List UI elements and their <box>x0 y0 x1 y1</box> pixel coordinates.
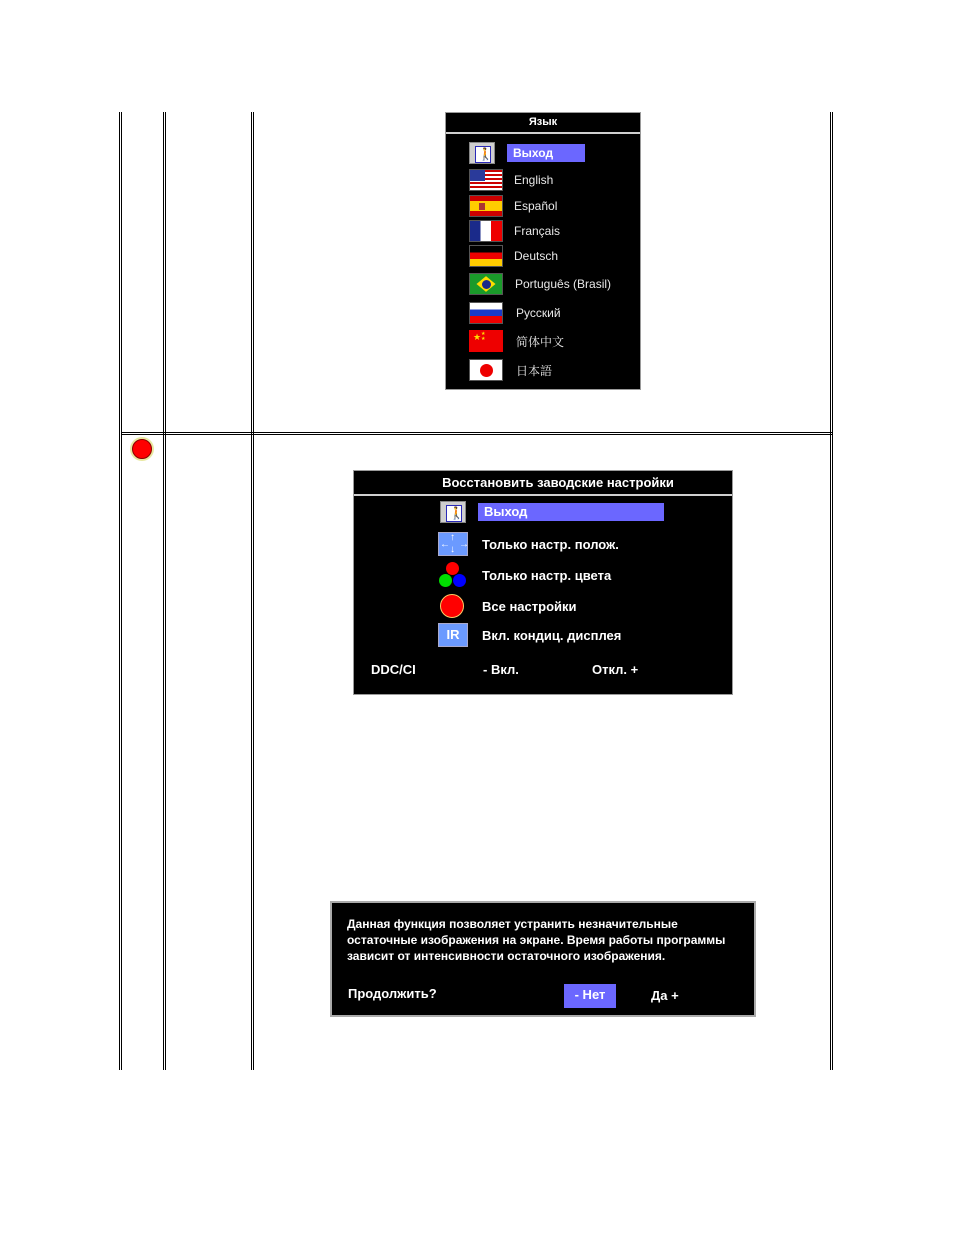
all-settings-red-icon <box>130 437 154 461</box>
reset-color-label: Только настр. цвета <box>482 567 612 583</box>
table-border-right-outer <box>832 112 833 1070</box>
title-divider <box>446 132 640 134</box>
yes-button[interactable]: Да + <box>651 988 679 1003</box>
germany-flag-icon <box>469 245 503 267</box>
language-item-label: Português (Brasil) <box>515 277 612 291</box>
language-item-label: Français <box>514 224 561 238</box>
reset-exit-label: Выход <box>478 503 664 521</box>
ddc-on-button[interactable]: - Вкл. <box>483 662 519 677</box>
dialog-message <box>347 916 725 964</box>
language-item-label: Русский <box>516 306 561 320</box>
reset-exit-row[interactable] <box>440 501 664 523</box>
ddc-off-button[interactable]: Откл. + <box>592 662 639 677</box>
table-border-left-outer <box>119 112 120 1070</box>
table-column-divider-2a <box>251 112 252 1070</box>
no-button[interactable]: - Нет <box>564 984 616 1008</box>
dialog-message-line: зависит от интенсивности остаточного изображения. <box>347 949 666 963</box>
france-flag-icon <box>469 220 503 242</box>
language-item-japanese[interactable] <box>469 359 552 381</box>
reset-position-label: Только настр. полож. <box>482 536 619 552</box>
factory-reset-menu <box>353 470 733 695</box>
reset-position-row[interactable] <box>438 532 619 556</box>
exit-icon: 🚶 <box>469 142 495 164</box>
reset-ir-row[interactable] <box>438 623 621 647</box>
ir-icon: IR <box>438 623 468 647</box>
table-row-divider-b <box>121 434 833 435</box>
language-exit-row[interactable] <box>469 142 585 164</box>
china-flag-icon: ★ ★ ★ <box>469 330 503 352</box>
language-item-deutsch[interactable] <box>469 245 558 267</box>
language-item-chinese[interactable] <box>469 330 564 352</box>
ddc-ci-label: DDC/CI <box>371 662 416 677</box>
language-item-espanol[interactable] <box>469 195 557 217</box>
language-item-russian[interactable] <box>469 302 561 324</box>
language-item-label: 日本語 <box>516 363 553 378</box>
reset-all-row[interactable] <box>438 593 577 619</box>
table-column-divider-2b <box>253 112 254 1070</box>
us-flag-icon <box>469 169 503 191</box>
reset-color-row[interactable] <box>438 562 611 588</box>
language-menu-title: Язык <box>528 116 558 128</box>
title-divider <box>354 494 732 496</box>
language-item-label: 简体中文 <box>516 334 565 349</box>
language-item-label: Español <box>514 199 558 213</box>
language-item-francais[interactable] <box>469 220 560 242</box>
table-column-divider-1b <box>165 112 166 1070</box>
brazil-flag-icon <box>469 273 503 295</box>
image-conditioning-dialog <box>330 901 756 1017</box>
dialog-question: Продолжить? <box>348 986 437 1001</box>
table-border-left-inner <box>121 112 122 1070</box>
table-border-right-inner <box>830 112 831 1070</box>
language-menu <box>445 112 641 390</box>
language-item-label: English <box>514 173 554 187</box>
dialog-message-line: остаточные изображения на экране. Время работы программы <box>347 933 726 947</box>
table-column-divider-1a <box>163 112 164 1070</box>
spain-flag-icon <box>469 195 503 217</box>
language-item-english[interactable] <box>469 169 553 191</box>
table-row-divider-a <box>121 432 833 433</box>
position-icon: ↑ ↓ ← → <box>440 532 469 555</box>
all-settings-icon <box>438 593 468 619</box>
reset-all-label: Все настройки <box>482 598 577 614</box>
japan-flag-icon <box>469 359 503 381</box>
reset-ir-label: Вкл. кондиц. дисплея <box>482 627 622 643</box>
exit-icon: 🚶 <box>440 501 466 523</box>
factory-reset-title: Восстановить заводские настройки <box>442 475 674 490</box>
dialog-message-line: Данная функция позволяет устранить незначительные <box>347 917 678 931</box>
russia-flag-icon <box>469 302 503 324</box>
language-item-label: Deutsch <box>514 249 559 263</box>
language-item-portugues[interactable] <box>469 273 611 295</box>
language-exit-label: Выход <box>507 144 585 162</box>
color-icon <box>438 562 468 588</box>
